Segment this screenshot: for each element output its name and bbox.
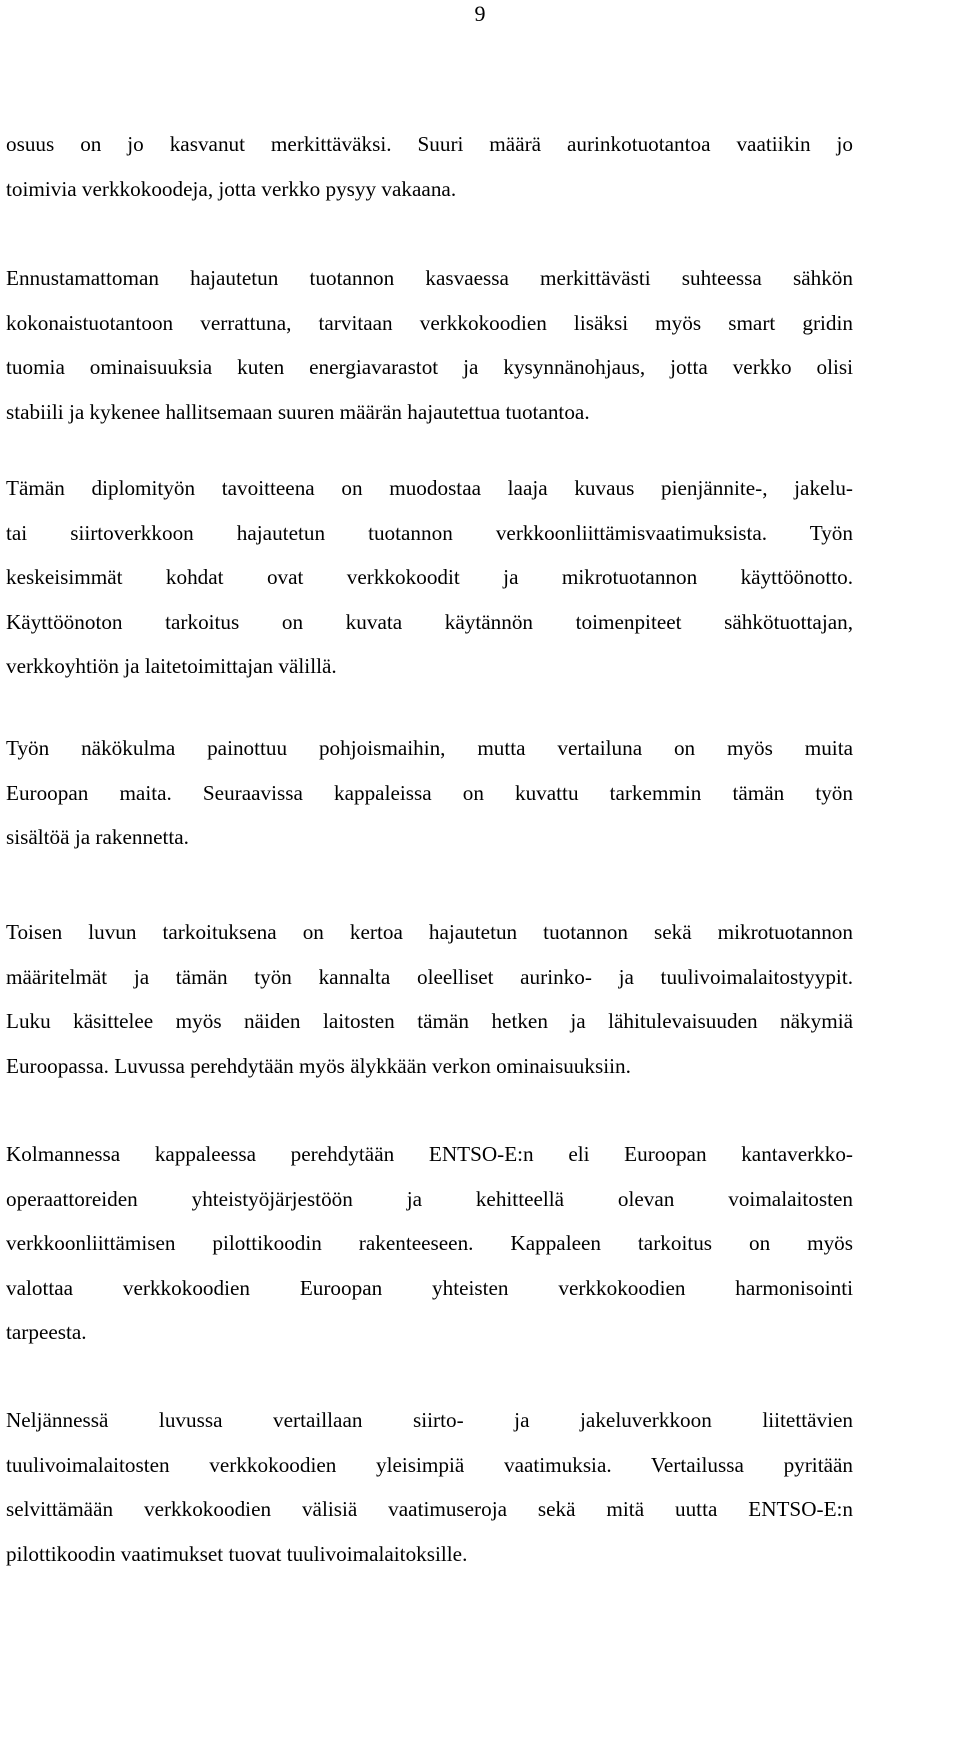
text-line: Käyttöönoton tarkoitus on kuvata käytännön toimenpiteet sähkötuottajan,	[6, 609, 853, 634]
text-line: tai siirtoverkkoon hajautetun tuotannon verkkoonliittämisvaatimuksista. Työn	[6, 520, 853, 545]
text-line: operaattoreiden yhteistyöjärjestöön ja kehitteellä olevan voimalaitosten	[6, 1186, 853, 1211]
text-line: kokonaistuotantoon verrattuna, tarvitaan verkkokoodien lisäksi myös smart gridin	[6, 310, 853, 335]
paragraph-6	[6, 1132, 853, 1355]
text-line: Kolmannessa kappaleessa perehdytään ENTSO-E:n eli Euroopan kantaverkko-	[6, 1142, 853, 1166]
paragraph-3	[6, 466, 853, 689]
text-line: määritelmät ja tämän työn kannalta oleelliset aurinko- ja tuulivoimalaitostyypit.	[6, 964, 853, 989]
text-line: Euroopan maita. Seuraavissa kappaleissa on kuvattu tarkemmin tämän työn	[6, 780, 853, 805]
text-line: tuulivoimalaitosten verkkokoodien yleisimpiä vaatimuksia. Vertailussa pyritään	[6, 1452, 853, 1477]
text-line: Luku käsittelee myös näiden laitosten tämän hetken ja lähitulevaisuuden näkymiä	[6, 1009, 853, 1034]
text-line: selvittämään verkkokoodien välisiä vaatimuseroja sekä mitä uutta ENTSO-E:n	[6, 1497, 853, 1522]
paragraph-5	[6, 910, 853, 1088]
text-line: tuomia ominaisuuksia kuten energiavarastot ja kysynnänohjaus, jotta verkko olisi	[6, 355, 853, 380]
text-line: Työn näkökulma painottuu pohjoismaihin, mutta vertailuna on myös muita	[6, 736, 853, 760]
text-line: stabiili ja kykenee hallitsemaan suuren määrän hajautettua tuotantoa.	[6, 399, 590, 424]
paragraph-1	[6, 122, 853, 211]
text-line: Euroopassa. Luvussa perehdytään myös älykkään verkon ominaisuuksiin.	[6, 1053, 631, 1078]
text-line: Toisen luvun tarkoituksena on kertoa hajautetun tuotannon sekä mikrotuotannon	[6, 920, 853, 944]
text-line: Neljännessä luvussa vertaillaan siirto- ja jakeluverkkoon liitettävien	[6, 1408, 853, 1432]
text-line: Tämän diplomityön tavoitteena on muodostaa laaja kuvaus pienjännite-, jakelu-	[6, 476, 853, 500]
text-line: verkkoyhtiön ja laitetoimittajan välillä.	[6, 654, 337, 679]
text-line: pilottikoodin vaatimukset tuovat tuulivoimalaitoksille.	[6, 1541, 468, 1566]
paragraph-2	[6, 256, 853, 434]
page-number: 9	[474, 1, 486, 26]
text-line: Ennustamattoman hajautetun tuotannon kasvaessa merkittävästi suhteessa sähkön	[6, 266, 853, 290]
text-line: tarpeesta.	[6, 1320, 87, 1345]
text-line: osuus on jo kasvanut merkittäväksi. Suuri määrä aurinkotuotantoa vaatiikin jo	[6, 132, 853, 156]
text-line: verkkoonliittämisen pilottikoodin rakenteeseen. Kappaleen tarkoitus on myös	[6, 1231, 853, 1256]
text-line: valottaa verkkokoodien Euroopan yhteisten verkkokoodien harmonisointi	[6, 1275, 853, 1300]
paragraph-4	[6, 726, 853, 860]
text-line: sisältöä ja rakennetta.	[6, 825, 189, 850]
text-line: keskeisimmät kohdat ovat verkkokoodit ja mikrotuotannon käyttöönotto.	[6, 565, 853, 590]
paragraph-7	[6, 1398, 853, 1576]
text-line: toimivia verkkokoodeja, jotta verkko pysyy vakaana.	[6, 176, 457, 201]
